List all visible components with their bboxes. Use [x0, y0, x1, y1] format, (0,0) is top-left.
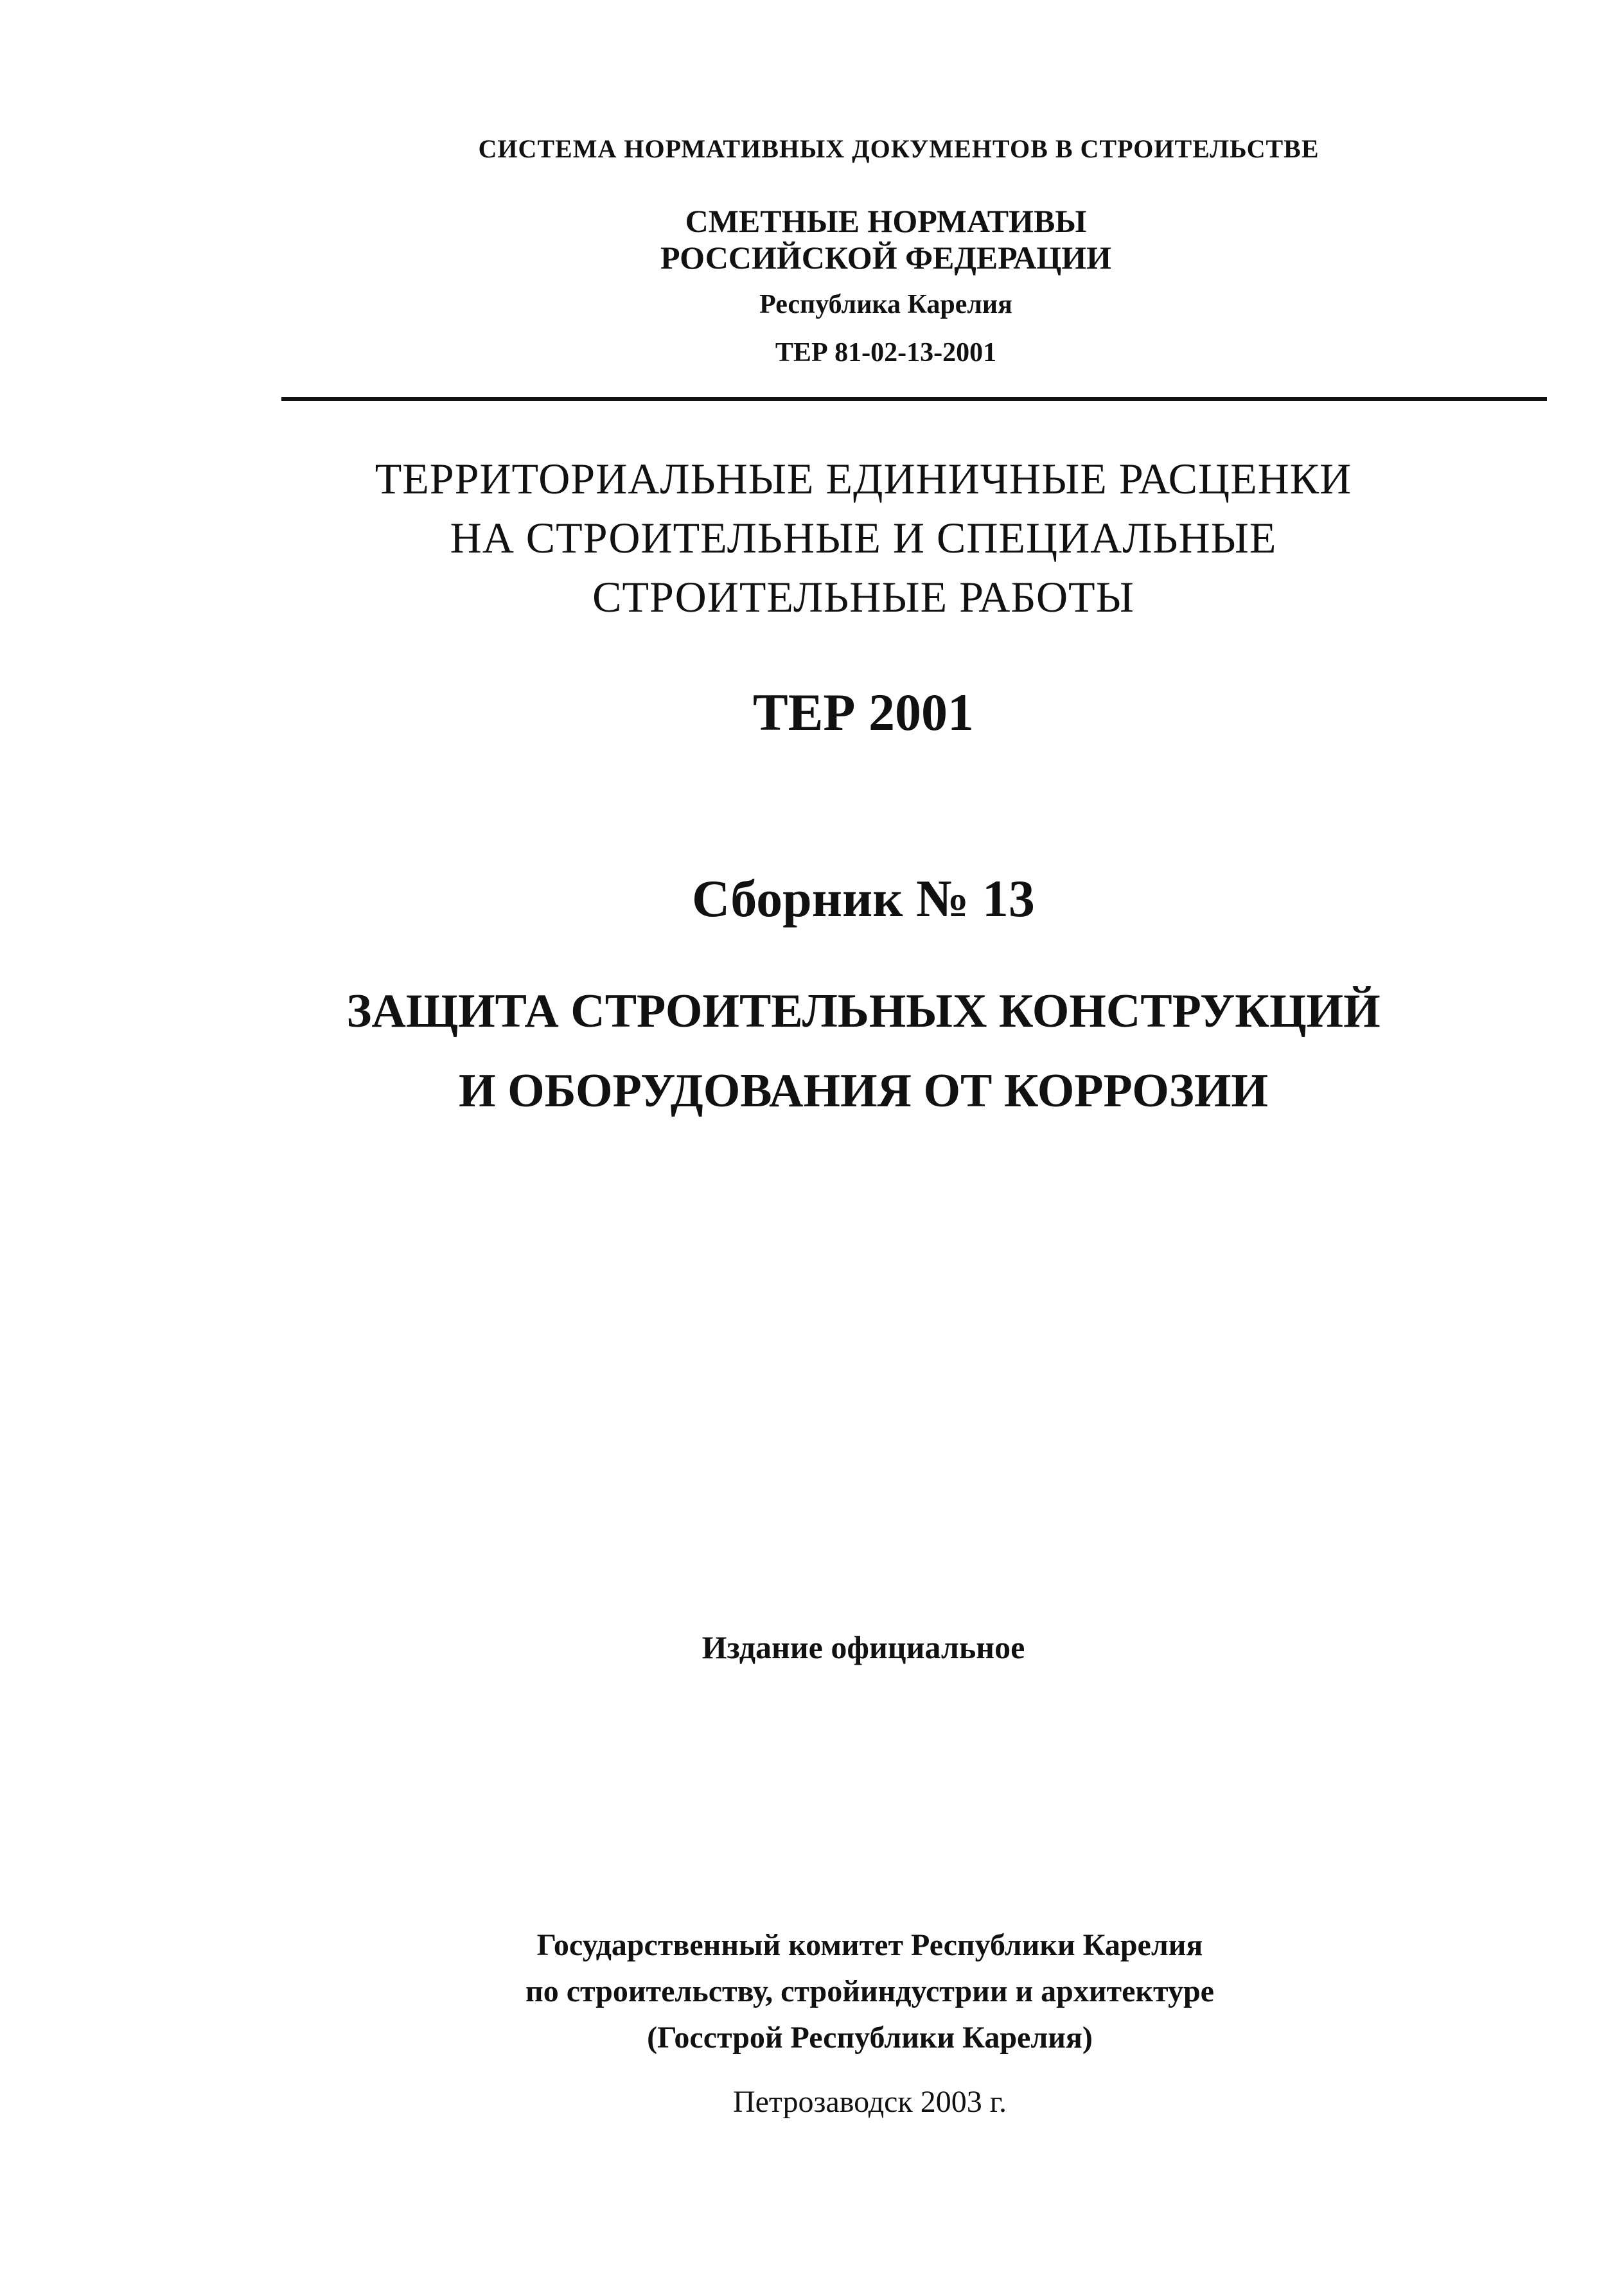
collection-subject-line-1: ЗАЩИТА СТРОИТЕЛЬНЫХ КОНСТРУКЦИЙ: [346, 985, 1381, 1038]
title-line-1: ТЕРРИТОРИАЛЬНЫЕ ЕДИНИЧНЫЕ РАСЦЕНКИ: [375, 454, 1352, 503]
title-abbreviation: ТЕР 2001: [753, 683, 974, 741]
norms-heading-line-2: РОССИЙСКОЙ ФЕДЕРАЦИИ: [660, 240, 1112, 276]
publisher-line-3: (Госстрой Республики Карелия): [647, 2021, 1093, 2055]
publisher-line-1: Государственный комитет Республики Карелия: [536, 1928, 1203, 1962]
edition-label: Издание официальное: [702, 1629, 1025, 1665]
title-line-3: СТРОИТЕЛЬНЫЕ РАБОТЫ: [592, 572, 1134, 621]
document-code: ТЕР 81-02-13-2001: [775, 338, 997, 367]
region-label: Республика Карелия: [759, 290, 1012, 319]
collection-number: Сборник № 13: [692, 869, 1035, 928]
city-year: Петрозаводск 2003 г.: [732, 2085, 1007, 2119]
norms-heading-line-1: СМЕТНЫЕ НОРМАТИВЫ: [685, 203, 1087, 239]
publisher-line-2: по строительству, стройиндустрии и архитектуре: [525, 1974, 1214, 2008]
header-divider: [281, 397, 1547, 401]
collection-subject-line-2: И ОБОРУДОВАНИЯ ОТ КОРРОЗИИ: [459, 1065, 1268, 1117]
title-line-2: НА СТРОИТЕЛЬНЫЕ И СПЕЦИАЛЬНЫЕ: [450, 513, 1277, 562]
series-heading: СИСТЕМА НОРМАТИВНЫХ ДОКУМЕНТОВ В СТРОИТЕЛЬСТВЕ: [478, 134, 1320, 163]
